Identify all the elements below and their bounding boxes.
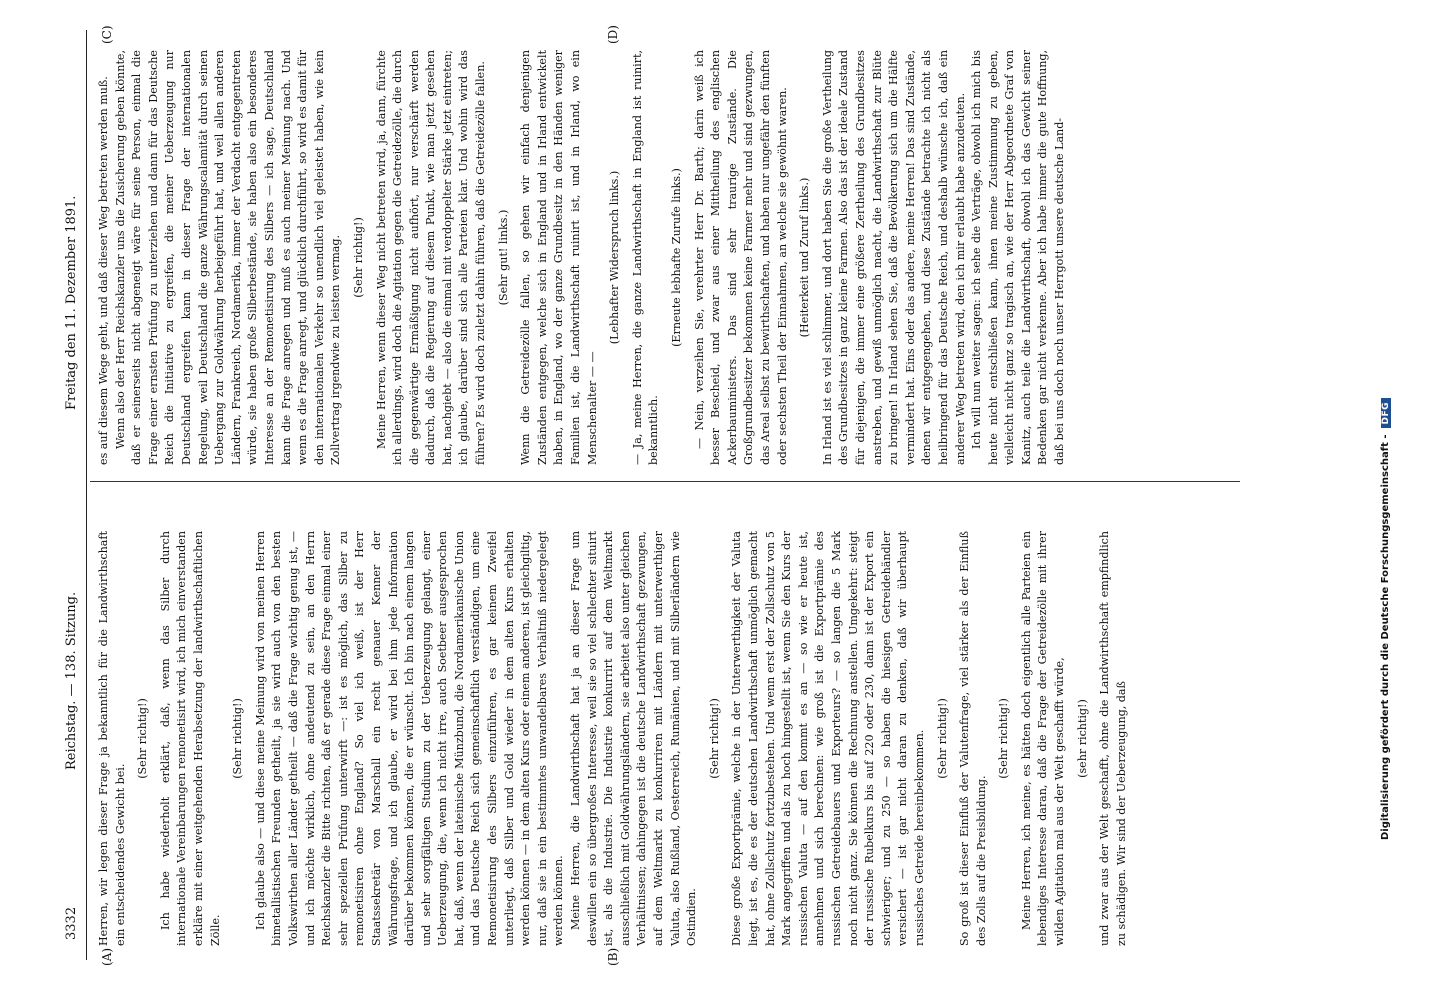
header-rule — [86, 30, 87, 960]
paragraph: — Ja, meine Herren, die ganze Landwirthschaft in England ist ruinirt, bekanntlich. — [630, 50, 661, 465]
credit-text: Digitalisierung gefördert durch die Deutsche Forschungsgemeinschaft - — [1380, 434, 1391, 840]
interjection: (Sehr richtig!) — [351, 217, 365, 298]
interjection: (sehr richtig!) — [1075, 699, 1089, 778]
paragraph: Diese große Exportprämie, welche in der Unterwerthigkeit der Valuta liegt, ist es, die es der deutschen Landwirthschaft unmöglich gemacht hat, ohne Zollschutz fortzubestehen. Und wenn erst der Zollschutz von 5 Mark angegriffen und als zu hoch hingestellt ist, wenn Sie den Kurs der russischen Valuta — auf den kommt es an — so wie er heute ist, annehmen und sich berechnen: wie groß ist die Exportprämie des russischen Getreidebauers und Exporteurs? — so langen die 5 Mark noch nicht ganz. Sie können die Rechnung anstellen. Umgekehrt: steigt der russische Rubelkurs bis auf 220 oder 230, dann ist der Export ein schwieriger; und zu 250 — so haben die hiesigen Getreidehändler versichert — ist gar nicht daran zu denken, daß wir überhaupt russisches Getreide hereinbekommen. — [730, 531, 926, 946]
paragraph: So groß ist dieser Einfluß der Valutenfrage, viel stärker als der Einfluß des Zolls auf die Preisbildung. — [958, 531, 988, 946]
paragraph: Meine Herren, ich meine, es hätten doch eigentlich alle Parteien ein lebendiges Interesse daran, daß die Frage der Getreidezölle mit ihrer wilden Agitation mal aus der Welt geschafft würde, — [1019, 531, 1067, 946]
paragraph: Ich habe wiederholt erklärt, daß, wenn das Silber durch internationale Vereinbarungen remonetisirt wird, ich mich einverstanden erkläre mit einer weitgehenden Herabsetzung der landwirthschaftlichen Zölle. — [158, 531, 222, 946]
interjection: (Sehr gut! links.) — [496, 209, 510, 306]
interjection: (Sehr richtig!) — [935, 698, 949, 779]
margin-marker-a: (A) — [100, 947, 114, 966]
interjection: (Sehr richtig!) — [997, 698, 1011, 779]
paragraph: Ich will nun weiter sagen: ich sehe die Verträge, obwohl ich mich bis heute nicht entschließen kann, ihnen meine Zustimmung zu geben, vielleicht nicht ganz so tragisch an, wie der Herr Abgeordnete Graf von Kanitz, auch teile die Landwirthschaft, obwohl ich das Gewicht seiner Bedenken gar nicht verkenne. Aber ich habe immer die gute Hoffnung, daß bei uns doch noch unser Herrgott unsere deutsche Land- — [970, 50, 1067, 465]
margin-marker-d: (D) — [606, 25, 620, 44]
paragraph: Ich glaube also — und diese meine Meinung wird von meinen Herren bimetallistischen Freunden getheilt, ja sie wird auch von den besten Volkswirthen aller Länder getheilt — daß die Frage wichtig genug ist, — und ich möchte wirklich, ohne andeutend zu sein, an den Herrn Reichskanzler die Bitte richten, daß er gerade diese Frage einmal einer sehr speziellen Prüfung unterwirft —: ist es möglich, das Silber zu remonetisiren ohne England? So viel ich weiß, ist der Herr Staatssekretär von Marschall ein recht genauer Kenner der Währungsfrage, und ich glaube, er wird bei ihm jede Information darüber bekommen können, die er wünscht. Ich bin nach einem langen und sehr sorgfältigen Studium zu der Ueberzeugung gelangt, einer Ueberzeugung, die, wenn ich nicht irre, auch Soetbeer ausgesprochen hat, daß, wenn der lateinische Münzbund, die Nordamerikanische Union und das Deutsche Reich sich gemeinschaftlich verständigen, um eine Remonetisirung des Silbers einzuführen, es gar keinem Zweifel unterliegt, daß Silber und Gold wieder in dem alten Kurs erhalten werden können — in dem alten Kurs oder einem anderen, ist gleichgiltig, nur, daß sie in ein bestimmtes unwandelbares Verhältniß niedergelegt werden können. — [253, 531, 566, 946]
margin-marker-c: (C) — [100, 25, 114, 44]
page-number: 3332 — [64, 906, 79, 940]
paragraph: — Nein, verzeihen Sie, verehrter Herr Dr. Barth; darin weiß ich besser Bescheid, und zwar aus einer Mittheilung des englischen Ackerbauministers. Das sind sehr traurige Zustände. Die Großgrundbesitzer bekommen keine Farmer mehr und sind gezwungen, das Areal selbst zu bewirthschaften, und haben nur ungefähr den fünften oder sechsten Theil der Einnahmen, an welche sie gewöhnt waren. — [692, 50, 789, 465]
session-date: Freitag den 11. Dezember 1891. — [64, 195, 79, 410]
paragraph: Wenn also der Herr Reichskanzler uns die Zusicherung geben könnte, daß er seinerseits nicht abgeneigt wäre für seine Person, einmal die Frage einer ernsten Prüfung zu unterziehen und dann für das Deutsche Reich die Initiative zu ergreifen, die meiner Ueberzeugung nur Deutschland ergreifen kann in dieser Frage der internationalen Regelung, weil Deutschland die ganze Währungscalamität durch seinen Uebergang zur Goldwährung herbeigeführt hat, und weil allen anderen Ländern, Frankreich, Nordamerika, immer der Verdacht entgegentreten würde, sie haben große Silberbestände, sie haben also ein besonderes Interesse an der Remonetisirung des Silbers — ich sage, Deutschland kann die Frage anregen und muß es auch meiner Meinung nach. Und wenn es die Frage anregt, und glücklich durchführt, so wird es damit für den internationalen Verkehr so unendlich viel geleistet haben, wie kein Zollvertrag irgendwie zu leisten vermag. — [113, 50, 343, 465]
digitization-credit — [1380, 140, 1391, 840]
session-title: Reichstag. — 138. Sitzung. — [64, 591, 79, 770]
paragraph: In Irland ist es viel schlimmer, und dort haben Sie die große Vertheilung des Grundbesitzes in ganz kleine Farmen. Also das ist der ideale Zustand für diejenigen, die immer eine größere Zertheilung des Grundbesitzes anstreben, und gewiß unmöglich macht, die Landwirthschaft zur Blüte zu bringen! In Irland sehen Sie, daß die Bevölkerung sich um die Hälfte vermindert hat. Eins oder das andere, meine Herren! Das sind Zustände, denen wir entgegengehen, und diese Zustände betrachte ich nicht als heilbringend für das Deutsche Reich, und deshalb wünsche ich, daß ein anderer Weg betreten wird, den ich mir erlaubt habe anzudeuten. — [820, 50, 967, 465]
page-header — [58, 60, 86, 960]
paragraph: Meine Herren, die Landwirthschaft hat ja an dieser Frage um deswillen ein so übergroßes Interesse, weil sie so viel schlechter situirt ist, als die Industrie. Die Industrie konkurrirt auf dem Weltmarkt ausschließlich mit Goldwährungsländern, sie arbeitet also unter gleichen Verhältnissen; dahingegen ist die deutsche Landwirthschaft gezwungen, auf dem Weltmarkt zu konkurriren mit Ländern mit unterwerthiger Valuta, also Rußland, Oesterreich, Rumänien, und mit Silberländern wie Ostindien. — [569, 531, 699, 946]
margin-marker-b: (B) — [606, 947, 620, 966]
text-column-left — [96, 531, 1130, 946]
column-divider — [90, 481, 1240, 482]
paragraph: Wenn die Getreidezölle fallen, so gehen wir einfach denjenigen Zuständen entgegen, welche sich in England und in Irland entwickelt haben, in England, wo der ganze Grundbesitz in den Händen weniger Familien ist, die Landwirthschaft ruinirt ist, und in Irland, wo ein Menschenalter — — — [519, 50, 599, 465]
text-column-right — [96, 50, 1069, 465]
dfg-logo: DFG — [1381, 398, 1391, 429]
paragraph: Herren, wir legen dieser Frage ja bekanntlich für die Landwirthschaft ein entscheidendes Gewicht bei. — [97, 531, 127, 946]
paragraph: Meine Herren, wenn dieser Weg nicht betreten wird, ja, dann, fürchte ich allerdings, wird doch die Agitation gegen die Getreidezölle, die durch die gegenwärtige Ermäßigung nicht aufhört, nur verschärft werden dadurch, daß die Regierung auf diesem Punkt, wie man jetzt gesehen hat, nachgiebt — also die einmal mit verdoppelter Stärke jetzt eintreten; ich glaube, darüber sind sich alle Parteien klar. Und wohin wird das führen? Es wird doch zuletzt dahin führen, daß die Getreidezölle fallen. — [374, 50, 488, 465]
interjection: (Sehr richtig!) — [707, 698, 721, 779]
interjection: (Sehr richtig!) — [136, 698, 150, 779]
interjection: (Sehr richtig!) — [231, 698, 245, 779]
interjection: (Erneute lebhafte Zurufe links.) — [670, 168, 683, 347]
interjection: (Heiterkeit und Zuruf links.) — [798, 177, 812, 338]
paragraph: und zwar aus der Welt geschafft, ohne die Landwirthschaft empfindlich zu schädigen. Wir sind der Ueberzeugung, daß — [1098, 531, 1128, 946]
paragraph: es auf diesem Wege geht, und daß dieser Weg betreten werden muß. — [97, 76, 110, 465]
interjection: (Lebhafter Widerspruch links.) — [608, 170, 622, 345]
